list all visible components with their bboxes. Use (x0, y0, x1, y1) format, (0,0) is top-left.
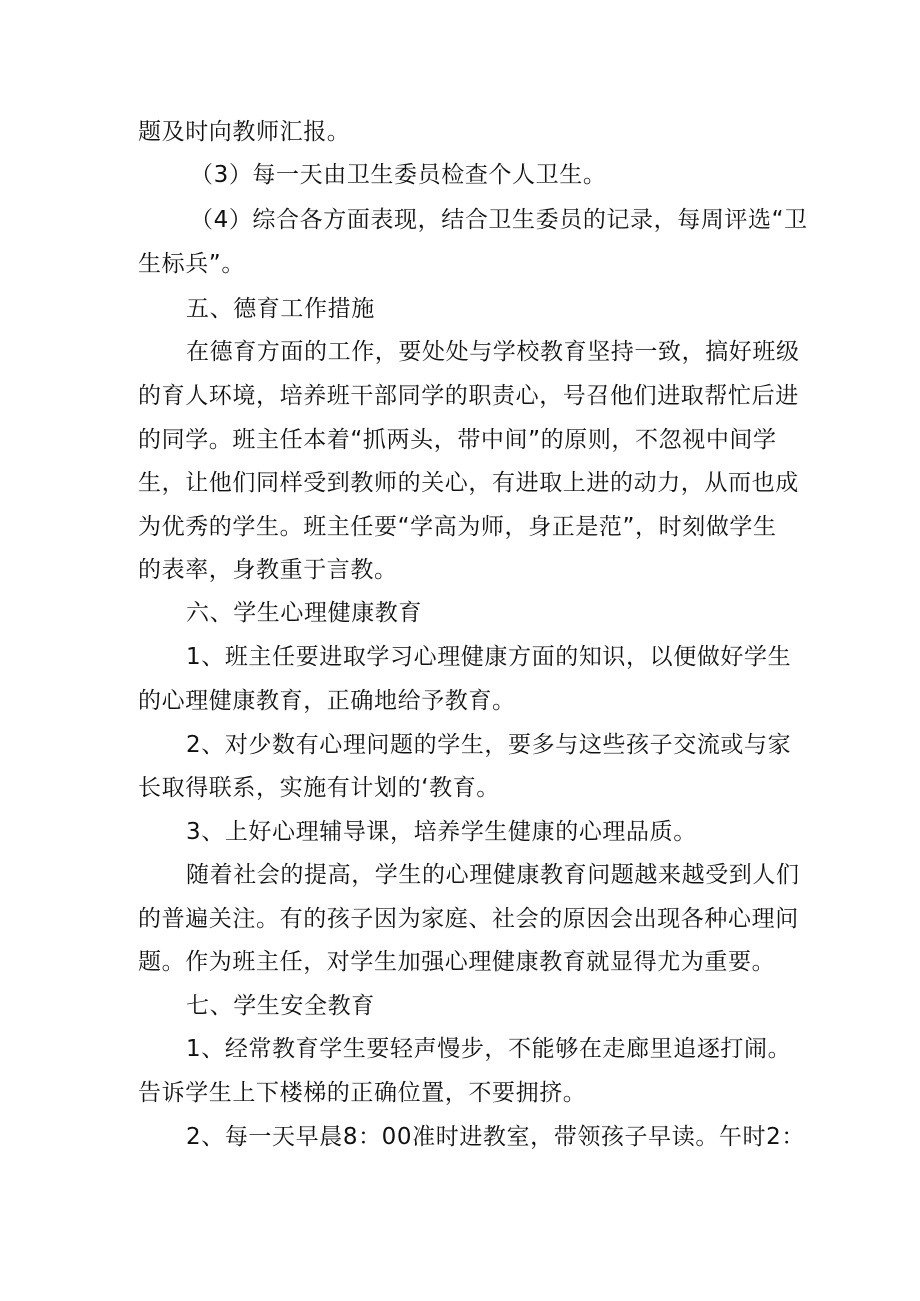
text-line: 1、经常教育学生要轻声慢步，不能够在走廊里追逐打闹。 (186, 1036, 792, 1062)
text-line: 的表率，身教重于言教。 (138, 557, 398, 583)
text-line: 生，让他们同样受到教师的关心，有进取上进的动力，从而也成 (138, 470, 799, 496)
text-line: 在德育方面的工作，要处处与学校教育坚持一致，搞好班级 (186, 339, 800, 365)
text-line: 2、对少数有心理问题的学生，要多与这些孩子交流或与家 (186, 732, 792, 758)
text-line: 1、班主任要进取学习心理健康方面的知识，以便做好学生 (186, 644, 792, 670)
text-line: 题。作为班主任，对学生加强心理健康教育就显得尤为重要。 (138, 949, 776, 975)
text-line: 长取得联系，实施有计划的‘教育。 (138, 775, 500, 801)
text-line: 的同学。班主任本着“抓两头，带中间”的原则，不忽视中间学 (138, 427, 777, 453)
section-heading: 五、德育工作措施 (186, 296, 375, 322)
text-line: 随着社会的提高，学生的心理健康教育问题越来越受到人们 (186, 862, 800, 888)
text-line: 题及时向教师汇报。 (138, 119, 351, 145)
text-line: 告诉学生上下楼梯的正确位置，不要拥挤。 (138, 1080, 587, 1106)
text-line: （4）综合各方面表现，结合卫生委员的记录，每周评选“卫 (190, 207, 808, 233)
text-line: 生标兵”。 (138, 251, 245, 277)
text-line: 3、上好心理辅导课，培养学生健康的心理品质。 (186, 819, 697, 845)
text-line: 的普遍关注。有的孩子因为家庭、社会的原因会出现各种心理问 (138, 906, 799, 932)
section-heading: 六、学生心理健康教育 (186, 600, 422, 626)
text-line: 的心理健康教育，正确地给予教育。 (138, 688, 516, 714)
text-line: （3）每一天由卫生委员检查个人卫生。 (190, 162, 607, 188)
section-heading: 七、学生安全教育 (186, 993, 375, 1019)
text-line: 的育人环境，培养班干部同学的职责心，号召他们进取帮忙后进 (138, 383, 799, 409)
text-line: 为优秀的学生。班主任要“学高为师，身正是范”，时刻做学生 (138, 514, 777, 540)
text-line: 2、每一天早晨8：00准时进教室，带领孩子早读。午时2： (186, 1124, 805, 1150)
